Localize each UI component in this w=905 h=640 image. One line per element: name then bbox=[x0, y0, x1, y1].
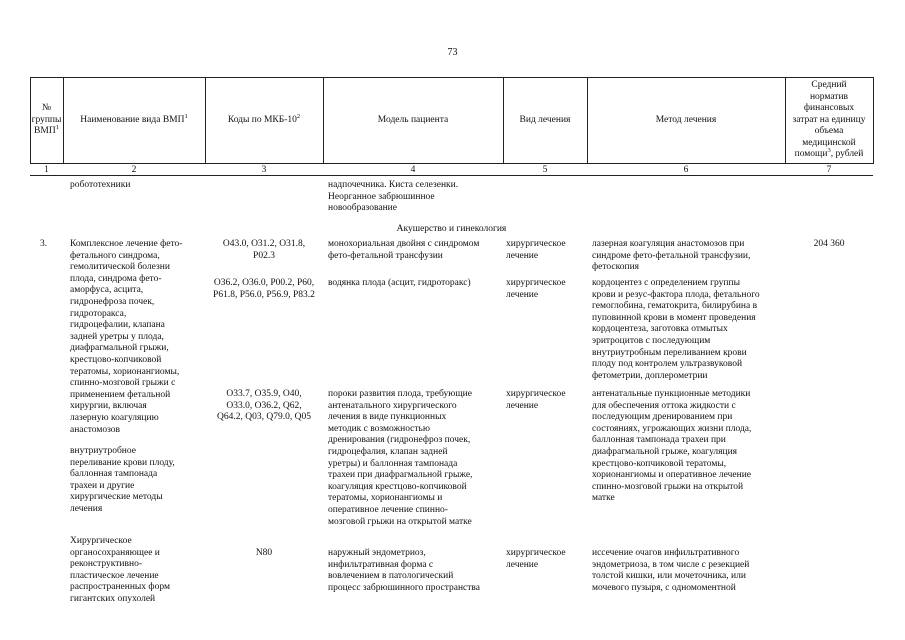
column-number: 1 bbox=[44, 165, 49, 175]
treatment-type: хирургическое лечение bbox=[506, 278, 566, 300]
page-number: 73 bbox=[447, 47, 458, 58]
header-bottom-rule bbox=[30, 163, 873, 164]
header-treatment-type: Вид лечения bbox=[519, 114, 571, 125]
header-cost-norm: Средний норматив финансовых затрат на единицу объема медицинской помощи$^3$, рублей bbox=[792, 79, 866, 160]
treatment-method: кордоцентез с определением группы крови и резус-фактора плода, фетального гемоглобина, гематокрита, билирубина в пуповинной крови в момент проведения кордоцентеза, заготовка отмытых эритроцитов с последующим внутриутробным переливанием крови плоду под контролем ультразвуковой фетометрии, доплерометрии bbox=[592, 278, 760, 381]
column-number: 5 bbox=[542, 165, 548, 175]
patient-model: наружный эндометриоз, инфильтративная форма с вовлечением в патологический процесс забрюшинного пространства bbox=[328, 548, 480, 593]
header-treatment-method: Метод лечения bbox=[655, 114, 717, 125]
continuation-model: надпочечника. Киста селезенки. Неорганное забрюшинное новообразование bbox=[328, 180, 459, 214]
column-number: 6 bbox=[683, 165, 689, 175]
header-patient-model: Модель пациента bbox=[377, 114, 449, 125]
treatment-method: антенатальные пункционные методики для обеспечения оттока жидкости с последующим дренированием при состояниях, угрожающих жизни плода, баллонная тампонада трахеи при диафрагмальной грыже, коагуляция крестцово-копчиковой тератомы, хорионангиомы и оперативное лечение спинно-мозговой грыжи на открытой матке bbox=[592, 389, 752, 504]
treatment-type: хирургическое лечение bbox=[506, 389, 566, 411]
header-group-number: № группы ВМП$^1$ bbox=[31, 103, 62, 137]
header-icd-codes: Коды по МКБ-$10^2$ bbox=[227, 112, 301, 125]
patient-model: водянка плода (асцит, гидроторакс) bbox=[328, 278, 471, 288]
column-number: 7 bbox=[826, 165, 832, 175]
patient-model: монохориальная двойня с синдромом фето-фетальной трансфузии bbox=[328, 239, 480, 261]
column-number: 2 bbox=[131, 165, 137, 175]
treatment-method: иссечение очагов инфильтративного эндометриоза, в том числе с резекцией толстой кишки, или мочеточника, или мочевого пузыря, с одномоментной bbox=[592, 548, 750, 593]
icd-codes: O43.0, O31.2, O31.8, P02.3 bbox=[222, 239, 306, 261]
group-name: Комплексное лечение фето- фетального синдрома, гемолитической болезни плода, синдрома фето- аморфуса, асцита, гидронефроза почек, гидроторакса, гидроцефалии, клапана задней уретры у плода, диафрагмальной грыжи, крестцово-копчиковой тератомы, хорионангиомы, спинно-мозговой грыжи с применением фетальной хирургии, включая лазерную коагуляцию анастомозов bbox=[70, 239, 183, 435]
patient-model: пороки развития плода, требующие антенатального хирургического лечения в виде пункционных методик с возможностью дренирования (гидронефроз почек, гидроцефалия, клапан задней уретры) и баллонная тампонада трахеи при диафрагмальной грыже, коагуляция крестцово-копчиковой тератомы, хорионангиомы и оперативное лечение спинно- мозговой грыжи на открытой матке bbox=[328, 389, 473, 527]
col-divider bbox=[873, 77, 874, 164]
treatment-type: хирургическое лечение bbox=[506, 239, 566, 261]
treatment-type: хирургическое лечение bbox=[506, 548, 566, 570]
icd-codes: N80 bbox=[255, 548, 273, 558]
column-number: 3 bbox=[261, 165, 267, 175]
section-title: Акушерство и гинекология bbox=[396, 224, 507, 234]
icd-codes: O36.2, O36.0, P00.2, P60, P61.8, P56.0, P56.9, P83.2 bbox=[213, 278, 315, 300]
group-name-continued: внутриутробное переливание крови плоду, баллонная тампонада трахеи и другие хирургические методы лечения bbox=[70, 446, 175, 514]
treatment-method: лазерная коагуляция анастомозов при синдроме фето-фетальной трансфузии, фетоскопия bbox=[592, 239, 751, 273]
continuation-name: робототехники bbox=[70, 180, 131, 190]
vmp-name: Хирургическое органосохраняющее и реконструктивно- пластическое лечение распространенных форм гигантских опухолей bbox=[70, 536, 170, 604]
header-vmp-name: Наименование вида ВМП$^1$ bbox=[80, 112, 188, 125]
group-number: 3. bbox=[40, 239, 48, 249]
cost-value: 204 360 bbox=[813, 239, 845, 249]
column-number: 4 bbox=[410, 165, 416, 175]
icd-codes: O33.7, O35.9, O40, O33.0, O36.2, Q62, Q64.2, Q03, Q79.0, Q05 bbox=[217, 389, 311, 423]
